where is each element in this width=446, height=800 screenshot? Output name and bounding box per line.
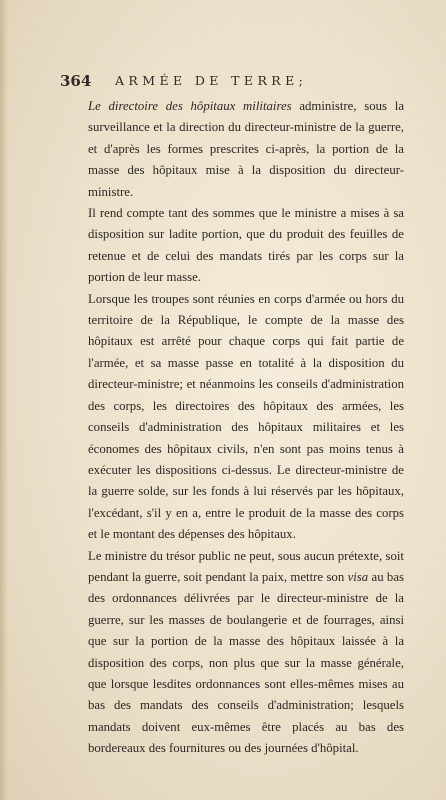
- paragraph-2-text: Il rend compte tant des sommes que le ministre a mises à sa disposition sur ladite portion, que du produit des feuilles de retenue et de celui des mandats tirés par les corps sur la portion de leur masse.: [88, 206, 404, 285]
- paragraph-4-text-before: Le ministre du trésor public ne peut, sous aucun prétexte, soit pendant la guerre, soit pendant la paix, mettre son: [88, 548, 404, 584]
- paragraph-4-italic: visa: [347, 569, 369, 584]
- page-body: [88, 96, 404, 760]
- running-title: ARMÉE DE TERRE;: [115, 73, 308, 88]
- paragraph-4: [88, 546, 404, 760]
- paragraph-3: [88, 289, 404, 546]
- paragraph-4-text-after: au bas des ordonnances délivrées par le directeur-ministre de la guerre, sur les masses de boulangerie et de fourrages, ainsi que sur la portion de la masse des hôpitaux laissée à la disposition des corps, non plus que sur la masse générale, que lorsque lesdites ordonnances sont elles-mêmes mises au bas des mandats des conseils d'administration; lesquels mandats doivent eux-mêmes être placés au bas des bordereaux des fournitures ou des journées d'hôpital.: [88, 569, 404, 756]
- paragraph-2: [88, 203, 404, 289]
- page-edge-shadow: [0, 0, 8, 800]
- page-number: 364: [60, 72, 92, 90]
- paragraph-1-text: administre, sous la surveillance et la direction du directeur-ministre de la guerre, et d'après les formes prescrites ci-après, la portion de la masse des hôpitaux mise à la disposition du directeur-ministre.: [88, 99, 404, 199]
- paragraph-3-text: Lorsque les troupes sont réunies en corps d'armée ou hors du territoire de la République, le compte de la masse des hôpitaux est arrêté pour chaque corps qui fait partie de l'armée, et sa masse passe en totalité à la disposition du directeur-ministre; et néanmoins les conseils d'administration des corps, les directoires des hôpitaux des armées, les conseils d'administration des hôpitaux militaires et les économes des hôpitaux civils, n'en sont pas moins tenus à exécuter les dispositions ci-dessus. Le directeur-ministre de la guerre solde, sur les fonds à lui réservés par les hôpitaux, l'excédant, s'il y en a, entre le produit de la masse des corps et le montant des dépenses des hôpitaux.: [88, 291, 404, 542]
- page-header: [60, 72, 410, 92]
- paragraph-1: [88, 96, 404, 203]
- paragraph-1-italic-lead: Le directoire des hôpitaux militaires: [88, 99, 292, 113]
